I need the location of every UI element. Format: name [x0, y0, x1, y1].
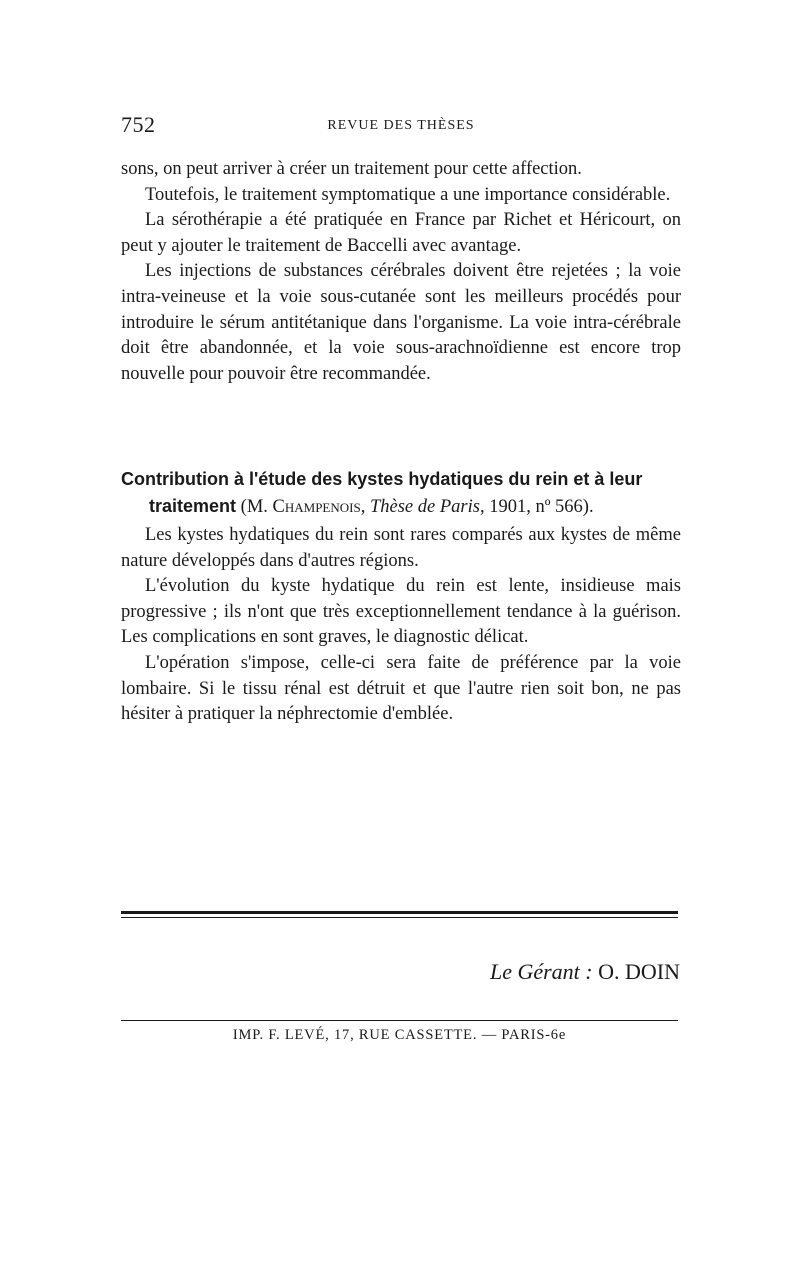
paragraph: Les injections de substances cérébrales doivent être rejetées ; la voie intra-veineuse et la voie sous-cutanée sont les meilleurs procédés pour introduire le sérum antitétanique dans l'organisme. La voie intra-cérébrale doit être abandonnée, et la voie sous-arachnoïdienne est encore trop nouvelle pour pouvoir être recommandée.	[121, 261, 681, 384]
article-citation	[121, 493, 681, 521]
paragraph: Toutefois, le traitement symptomatique a une importance considérable.	[145, 184, 671, 205]
page-number: 752	[121, 112, 156, 137]
article-body	[121, 523, 681, 728]
thesis-source: Thèse de Paris	[369, 497, 480, 517]
paragraph: La sérothérapie a été pratiquée en France par Richet et Héricourt, on peut y ajouter le traitement de Baccelli avec avantage.	[121, 210, 681, 256]
paragraph: L'opération s'impose, celle-ci sera faite de préférence par la voie lombaire. Si le tissu rénal est détruit et que l'autre rien soit bon, ne pas hésiter à pratiquer la néphrectomie d'emblée.	[121, 652, 681, 725]
paragraph: Les kystes hydatiques du rein sont rares comparés aux kystes de même nature développés dans d'autres régions.	[121, 525, 681, 571]
signature-label: Le Gérant :	[489, 959, 593, 984]
signature-name: O. DOIN	[592, 959, 680, 984]
signature	[400, 959, 680, 985]
article-title-continuation: traitement	[149, 496, 237, 516]
citation-separator: ,	[360, 497, 370, 517]
author-open: (M.	[240, 497, 273, 517]
paragraph: L'évolution du kyste hydatique du rein est lente, insidieuse mais progressive ; ils n'ont que très exceptionnellement tendance à la guérison. Les complications en sont graves, le diagnostic délicat.	[121, 576, 681, 648]
printer-imprint: IMP. F. LEVÉ, 17, RUE CASSETTE. — PARIS-6e	[232, 1027, 567, 1043]
previous-article-conclusion	[121, 157, 681, 387]
divider-imprint	[121, 1020, 678, 1021]
divider-thick	[121, 911, 678, 914]
divider-thin	[121, 917, 678, 918]
article-title: Contribution à l'étude des kystes hydatiques du rein et à leur	[121, 469, 643, 489]
citation-details: , 1901, nº 566).	[479, 497, 594, 517]
page-header	[121, 112, 681, 142]
author-name: Champenois	[272, 497, 361, 517]
running-title: REVUE DES THÈSES	[327, 118, 475, 133]
article-heading	[121, 466, 681, 521]
paragraph: sons, on peut arriver à créer un traitement pour cette affection.	[121, 159, 582, 179]
